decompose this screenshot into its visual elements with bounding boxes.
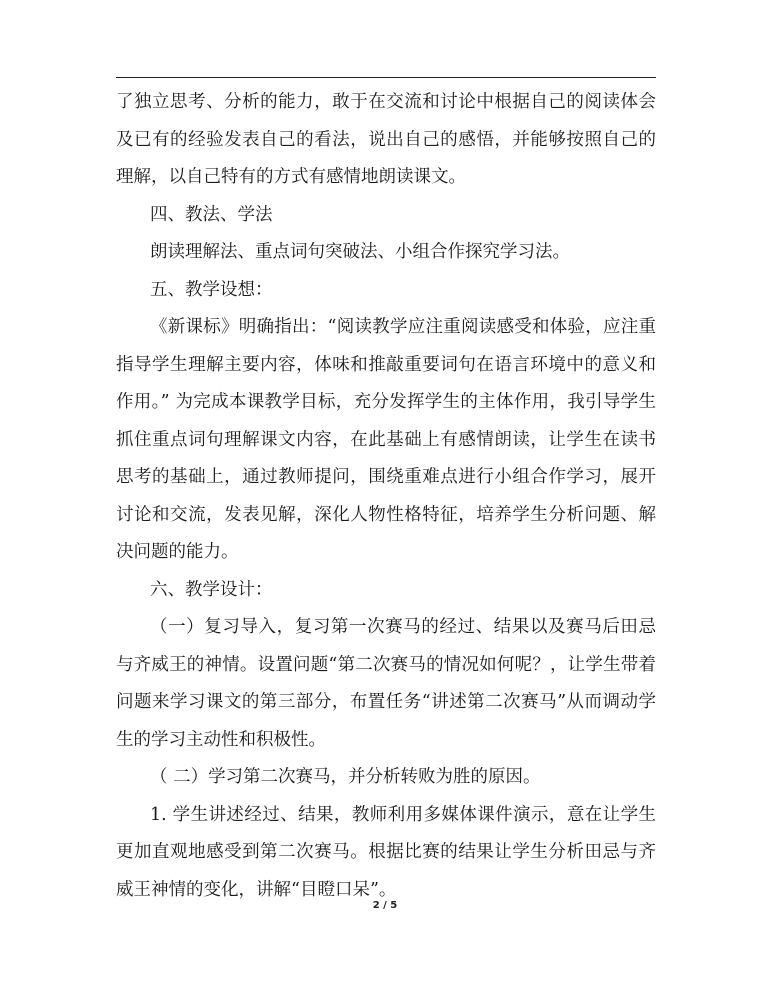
paragraph-student-narration: 1. 学生讲述经过、结果，教师利用多媒体课件演示，意在让学生更加直观地感受到第二次赛马。根据比赛的结果让学生分析田忌与齐威王神情的变化，讲解“目瞪口呆”。 [116, 804, 656, 900]
paragraph-continuation: 了独立思考、分析的能力，敢于在交流和讨论中根据自己的阅读体会及已有的经验发表自己的看法，说出自己的感悟，并能够按照自己的理解，以自己特有的方式有感情地朗读课文。 [116, 92, 656, 187]
section-heading-teaching-methods: 四、教法、学法 [150, 204, 273, 225]
paragraph-methods: 朗读理解法、重点词句突破法、小组合作探究学习法。 [150, 242, 570, 262]
paragraph-curriculum-standard: 《新课标》明确指出：“阅读教学应注重阅读感受和体验，应注重指导学生理解主要内容，体味和推敲重要词句在语言环境中的意义和作用。” 为完成本课教学目标，充分发挥学生的主体作用，我引导学生抓住重点词句理解课文内容，在此基础上有感情朗读，让学生在读书思考的基础上，通过教师提问，围绕重难点进行小组合作学习，展开讨论和交流，发表见解，深化人物性格特征，培养学生分析问题、解决问题的能力。 [116, 317, 656, 562]
paragraph-second-race-heading: （ 二）学习第二次赛马，并分析转败为胜的原因。 [150, 767, 541, 787]
page-number: 2 / 5 [372, 900, 398, 911]
header-rule [116, 77, 656, 78]
paragraph-review-introduction: （一）复习导入，复习第一次赛马的经过、结果以及赛马后田忌与齐威王的神情。设置问题“第二次赛马的情况如何呢？，让学生带着问题来学习课文的第三部分，布置任务“讲述第二次赛马”从而调动学生的学习主动性和积极性。 [116, 617, 656, 750]
section-heading-teaching-design: 六、教学设计： [150, 579, 273, 600]
section-heading-teaching-plan: 五、教学设想： [150, 279, 273, 300]
document-body [116, 84, 656, 909]
